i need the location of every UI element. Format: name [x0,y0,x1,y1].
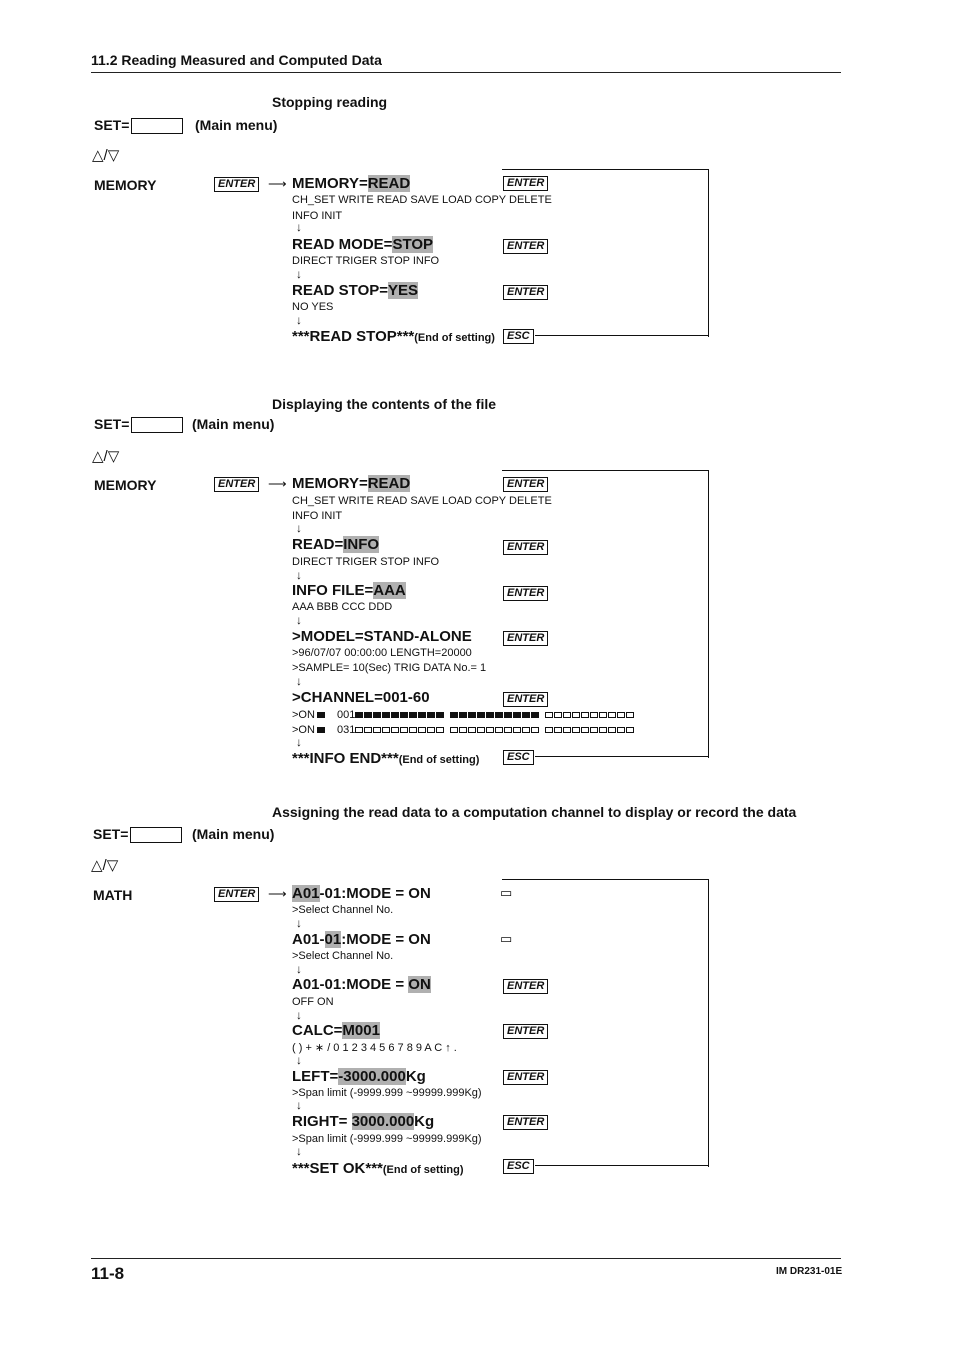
channel-status-square [459,712,467,718]
sec2-updown-icon[interactable]: △/▽ [92,448,120,465]
channel-status-square [355,727,363,733]
channel-status-square [531,727,539,733]
sec2-step4-line1: >96/07/07 00:00:00 LENGTH=20000 [292,647,472,659]
channel-status-square [373,727,381,733]
sec2-channel-row-2: >ON 031 [292,724,635,736]
sec3-return-line [535,1165,708,1166]
section-header: 11.2 Reading Measured and Computed Data [91,52,382,68]
sec2-step5: >CHANNEL=001-60 [292,689,430,706]
sec3-title: Assigning the read data to a computation channel to display or record the data [272,804,797,820]
channel-status-square [513,727,521,733]
sec2-channel-row-1: >ON 001 [292,709,635,721]
sec3-menu-label: MATH [93,887,133,903]
sec2-step4: >MODEL=STAND-ALONE [292,628,472,645]
channel-status-square [364,712,372,718]
channel-status-square [522,727,530,733]
down-arrow-icon: ↓ [296,916,302,930]
down-arrow-icon: ↓ [296,735,302,749]
channel-status-square [418,727,426,733]
channel-status-square [626,712,634,718]
down-arrow-icon: ↓ [296,521,302,535]
sec3-enter-key-6[interactable]: ENTER [503,1115,548,1130]
down-arrow-icon: ↓ [296,674,302,688]
sec3-enter-key-3[interactable]: ENTER [503,979,548,994]
down-arrow-icon: ↓ [296,1098,302,1112]
sec1-step3: READ STOP=YES [292,282,419,299]
arrow-right-icon: ⟶ [268,886,287,901]
channel-status-square [626,727,634,733]
header-rule [91,72,841,73]
sec3-enter-key-0[interactable]: ENTER [214,887,259,902]
down-arrow-icon: ↓ [296,267,302,281]
channel-status-square [554,712,562,718]
channel-status-square [382,712,390,718]
sec1-step1-opts-b: INFO INIT [292,210,343,222]
channel-status-square [400,712,408,718]
down-arrow-icon: ↓ [296,962,302,976]
channel-status-square [608,712,616,718]
channel-status-square [531,712,539,718]
sec2-enter-key-0[interactable]: ENTER [214,477,259,492]
sec2-enter-key-1[interactable]: ENTER [503,477,548,492]
channel-status-square [418,712,426,718]
channel-status-square [486,727,494,733]
channel-status-square [545,727,553,733]
sec2-step2-opts: DIRECT TRIGER STOP INFO [292,556,440,568]
sec2-title: Displaying the contents of the file [272,396,497,412]
channel-status-square [436,712,444,718]
sec2-step1-opts-a: CH_SET WRITE READ SAVE LOAD COPY DELETE [292,495,552,507]
channel-status-square [495,712,503,718]
channel-status-square [364,727,372,733]
sec1-step1-opts-a: CH_SET WRITE READ SAVE LOAD COPY DELETE [292,194,552,206]
sec3-updown-icon[interactable]: △/▽ [91,857,119,874]
channel-status-square [563,712,571,718]
sec2-step3-opts: AAA BBB CCC DDD [292,601,393,613]
channel-status-square [581,712,589,718]
channel-status-square [513,712,521,718]
sec3-step1: A01-01:MODE = ON [292,885,431,902]
down-arrow-icon: ↓ [296,1053,302,1067]
sec3-end: ***SET OK***(End of setting) [292,1160,464,1177]
sec2-step3: INFO FILE=AAA [292,582,406,599]
sec3-step5: LEFT=-3000.000Kg [292,1068,426,1085]
sec3-step1-opts: >Select Channel No. [292,904,394,916]
sec1-step1: MEMORY=READ [292,175,411,192]
channel-status-square [409,712,417,718]
sec3-step5-opts: >Span limit (-9999.999 ~99999.999Kg) [292,1087,482,1099]
channel-status-square [427,712,435,718]
sec2-return-line [535,756,708,757]
channel-status-square [450,712,458,718]
channel-status-square [391,727,399,733]
sec2-step1: MEMORY=READ [292,475,411,492]
channel-status-square [617,727,625,733]
sec1-enter-key-1[interactable]: ENTER [503,176,548,191]
sec3-step2: A01-01:MODE = ON [292,931,431,948]
sec1-step2-opts: DIRECT TRIGER STOP INFO [292,255,440,267]
channel-status-square [373,712,381,718]
down-arrow-icon: ↓ [296,220,302,234]
right-key-icon[interactable]: ▭ [500,931,513,946]
down-arrow-icon: ↓ [296,1008,302,1022]
sec3-set-label: SET= [93,826,182,843]
channel-status-square [599,727,607,733]
channel-status-square [581,727,589,733]
down-arrow-icon: ↓ [296,568,302,582]
channel-status-square [504,712,512,718]
arrow-right-icon: ⟶ [268,176,287,191]
channel-status-square [427,727,435,733]
channel-status-square [572,727,580,733]
sec2-enter-key-4[interactable]: ENTER [503,631,548,646]
channel-status-square [355,712,363,718]
sec2-step1-opts-b: INFO INIT [292,510,343,522]
channel-status-square [590,727,598,733]
sec3-step3-opts: OFF ON [292,996,334,1008]
sec3-step4: CALC=M001 [292,1022,380,1039]
channel-status-square [522,712,530,718]
channel-status-square [400,727,408,733]
sec1-main-menu: (Main menu) [195,117,278,133]
down-arrow-icon: ↓ [296,1144,302,1158]
sec3-step3: A01-01:MODE = ON [292,976,431,993]
channel-status-square [468,712,476,718]
channel-status-square [504,727,512,733]
channel-status-square [590,712,598,718]
sec1-set-label: SET= [94,117,183,134]
sec1-menu-label: MEMORY [94,177,157,193]
sec3-main-menu: (Main menu) [192,826,275,842]
sec1-end: ***READ STOP***(End of setting) [292,328,495,345]
sec2-set-label: SET= [94,416,183,433]
channel-status-square [477,727,485,733]
channel-status-square [608,727,616,733]
sec2-main-menu: (Main menu) [192,416,275,432]
sec2-step4-line2: >SAMPLE= 10(Sec) TRIG DATA No.= 1 [292,662,487,674]
sec2-enter-key-3[interactable]: ENTER [503,586,548,601]
down-arrow-icon: ↓ [296,613,302,627]
sec3-step6: RIGHT= 3000.000Kg [292,1113,435,1130]
sec1-step2: READ MODE=STOP [292,236,434,253]
sec2-end: ***INFO END***(End of setting) [292,750,480,767]
channel-status-square [450,727,458,733]
sec1-esc-key[interactable]: ESC [503,329,534,344]
sec2-menu-label: MEMORY [94,477,157,493]
channel-status-square [391,712,399,718]
channel-status-square [599,712,607,718]
channel-status-square [436,727,444,733]
channel-status-square [459,727,467,733]
channel-status-square [409,727,417,733]
down-arrow-icon: ↓ [296,313,302,327]
arrow-right-icon: ⟶ [268,476,287,491]
sec3-enter-key-5[interactable]: ENTER [503,1070,548,1085]
sec1-step3-opts: NO YES [292,301,334,313]
channel-status-square [554,727,562,733]
channel-status-square [477,712,485,718]
page-number: 11-8 [91,1264,125,1283]
channel-status-square [486,712,494,718]
channel-status-square [563,727,571,733]
sec2-enter-key-2[interactable]: ENTER [503,540,548,555]
sec3-step2-opts: >Select Channel No. [292,950,394,962]
sec1-enter-key-0[interactable]: ENTER [214,177,259,192]
sec2-step2: READ=INFO [292,536,380,553]
sec1-updown-icon[interactable]: △/▽ [92,147,120,164]
sec3-step6-opts: >Span limit (-9999.999 ~99999.999Kg) [292,1133,482,1145]
channel-status-square [545,712,553,718]
channel-status-square [495,727,503,733]
sec2-esc-key[interactable]: ESC [503,750,534,765]
sec1-enter-key-3[interactable]: ENTER [503,285,548,300]
sec2-enter-key-5[interactable]: ENTER [503,692,548,707]
channel-status-square [468,727,476,733]
sec1-title: Stopping reading [272,94,388,110]
sec1-return-line [535,335,708,336]
sec3-step4-opts: ( ) + ∗ / 0 1 2 3 4 5 6 7 8 9 A C ↑ . [292,1042,457,1054]
sec3-enter-key-4[interactable]: ENTER [503,1024,548,1039]
sec3-esc-key[interactable]: ESC [503,1159,534,1174]
footer-rule [91,1258,841,1259]
sec1-enter-key-2[interactable]: ENTER [503,239,548,254]
doc-id: IM DR231-01E [776,1266,843,1277]
right-key-icon[interactable]: ▭ [500,885,513,900]
channel-status-square [572,712,580,718]
channel-status-square [382,727,390,733]
channel-status-square [617,712,625,718]
